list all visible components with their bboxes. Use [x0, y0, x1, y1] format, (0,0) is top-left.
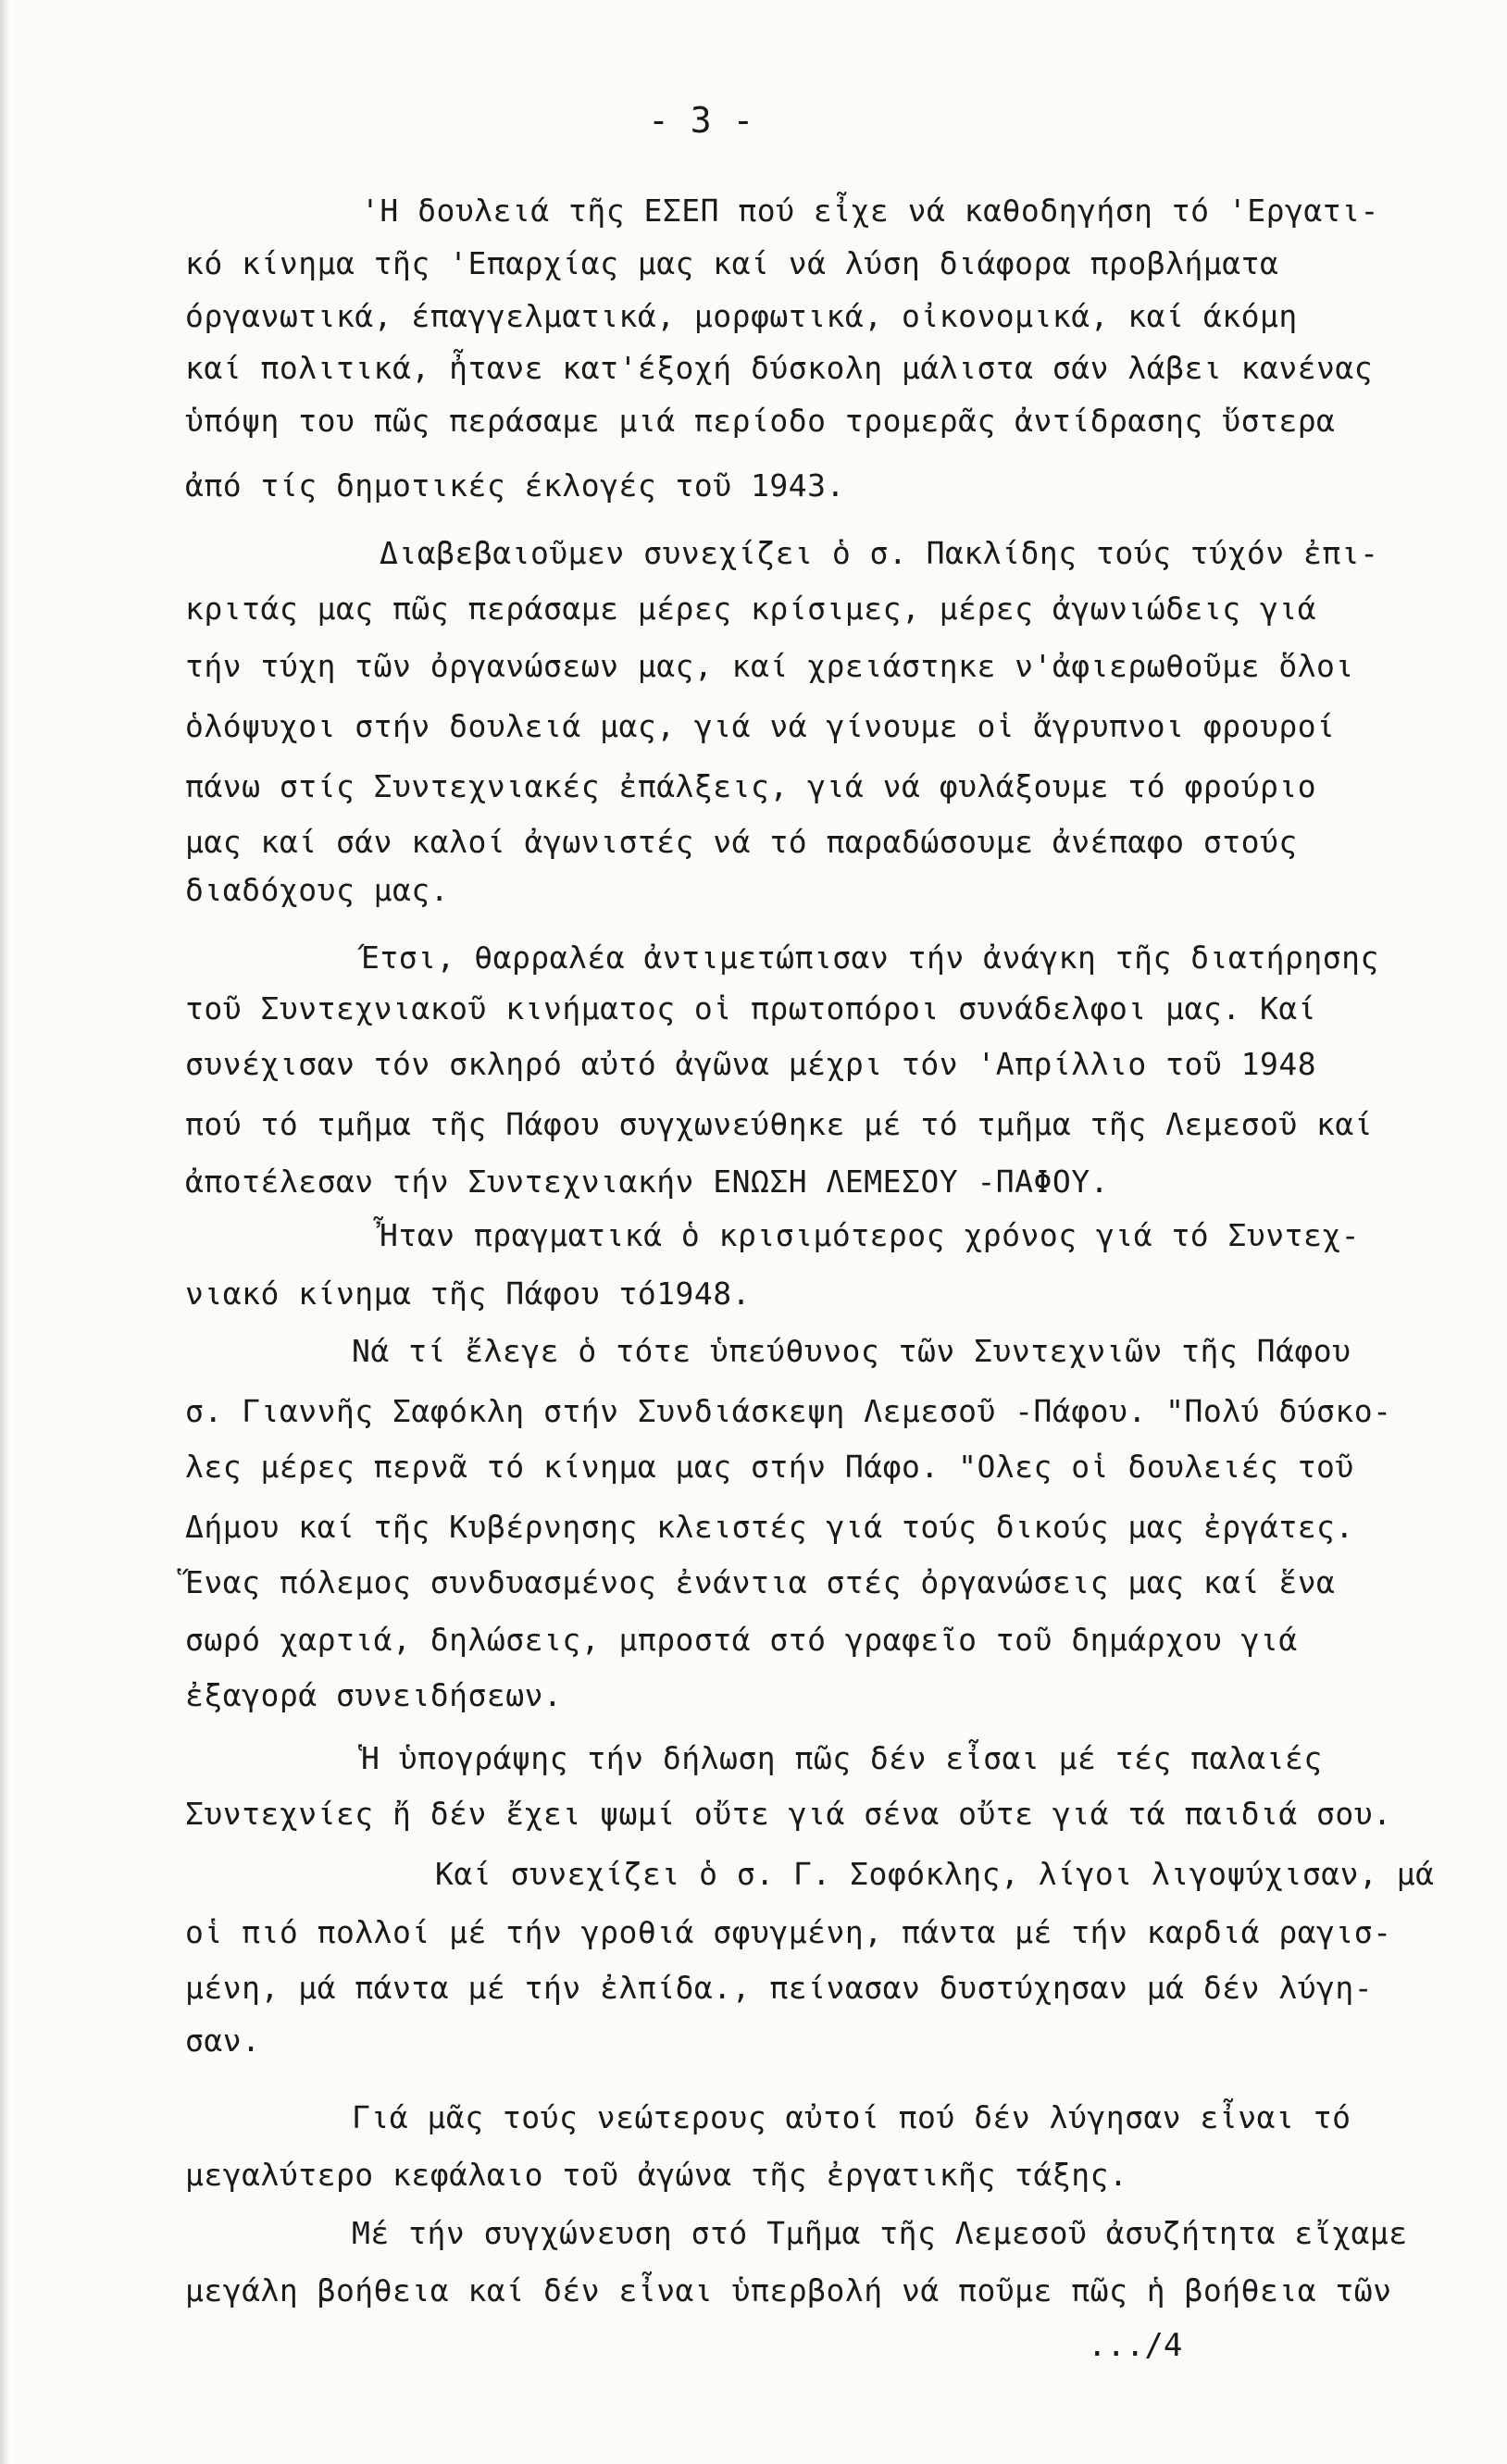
text-line: Έτσι, θαρραλέα ἀντιμετώπισαν τήν ἀνάγκη τῆς διατήρησης: [361, 940, 1379, 976]
text-line: μας καί σάν καλοί ἀγωνιστές νά τό παραδώσουμε ἀνέπαφο στούς: [185, 824, 1298, 860]
continuation-marker: .../4: [1088, 2327, 1183, 2364]
text-line: ἀπό τίς δημοτικές έκλογές τοῦ 1943.: [185, 467, 845, 504]
text-line: 'Η δουλειά τῆς ΕΣΕΠ πού εἶχε νά καθοδηγήση τό 'Εργατι-: [361, 193, 1379, 229]
text-line: τήν τύχη τῶν ὀργανώσεων μας, καί χρειάστηκε ν'ἀφιερωθοῦμε ὅλοι: [185, 648, 1354, 684]
text-line: Συντεχνίες ἤ δέν ἔχει ψωμί οὔτε γιά σένα οὔτε γιά τά παιδιά σου.: [185, 1796, 1392, 1832]
text-line: σωρό χαρτιά, δηλώσεις, μπροστά στό γραφεῖο τοῦ δημάρχου γιά: [185, 1622, 1298, 1658]
text-line: μένη, μά πάντα μέ τήν ἐλπίδα., πείνασαν δυστύχησαν μά δέν λύγη-: [185, 1970, 1374, 2006]
text-line: όργανωτικά, έπαγγελματικά, μορφωτικά, οἰκονομικά, καί άκόμη: [185, 298, 1298, 334]
text-line: μεγαλύτερο κεφάλαιο τοῦ ἀγώνα τῆς ἐργατικῆς τάξης.: [185, 2157, 1128, 2193]
text-line: Γιά μᾶς τούς νεώτερους αὐτοί πού δέν λύγησαν εἶναι τό: [352, 2099, 1351, 2135]
text-line: ὑπόψη του πῶς περάσαμε μιά περίοδο τρομερᾶς ἀντίδρασης ὕστερα: [185, 403, 1336, 439]
text-line: λες μέρες περνᾶ τό κίνημα μας στήν Πάφο. "Ολες οἱ δουλειές τοῦ: [185, 1449, 1354, 1485]
scan-edge-shadow: [0, 0, 9, 2464]
text-line: Δήμου καί τῆς Κυβέρνησης κλειστές γιά τούς δικούς μας ἐργάτες.: [185, 1509, 1354, 1545]
text-line: οἱ πιό πολλοί μέ τήν γροθιά σφυγμένη, πάντα μέ τήν καρδιά ραγισ-: [185, 1914, 1392, 1950]
text-line: Διαβεβαιοῦμεν συνεχίζει ὁ σ. Πακλίδης τούς τύχόν ἐπι-: [380, 535, 1379, 571]
text-line: ὁλόψυχοι στήν δουλειά μας, γιά νά γίνουμε οἱ ἄγρυπνοι φρουροί: [185, 708, 1336, 744]
text-line: Καί συνεχίζει ὁ σ. Γ. Σοφόκλης, λίγοι λιγοψύχισαν, μά: [435, 1856, 1435, 1892]
text-line: Ἡ ὑπογράψης τήν δήλωση πῶς δέν εἶσαι μέ τές παλαιές: [361, 1740, 1323, 1776]
page-number: - 3 -: [648, 100, 754, 141]
text-line: νιακό κίνημα τῆς Πάφου τό1948.: [185, 1276, 752, 1312]
text-line: καί πολιτικά, ἦτανε κατ'έξοχή δύσκολη μάλιστα σάν λάβει κανένας: [185, 350, 1374, 386]
text-line: Νά τί ἔλεγε ὁ τότε ὑπεύθυνος τῶν Συντεχνιῶν τῆς Πάφου: [352, 1333, 1351, 1369]
text-line: ἐξαγορά συνειδήσεων.: [185, 1677, 563, 1713]
text-line: κριτάς μας πῶς περάσαμε μέρες κρίσιμες, μέρες ἀγωνιώδεις γιά: [185, 591, 1317, 627]
text-line: σ. Γιαννῆς Σαφόκλη στήν Συνδιάσκεψη Λεμεσοῦ -Πάφου. "Πολύ δύσκο-: [185, 1393, 1392, 1429]
text-line: διαδόχους μας.: [185, 872, 450, 908]
text-line: σαν.: [185, 2022, 261, 2059]
text-line: Ἕνας πόλεμος συνδυασμένος ἐνάντια στές ὀργανώσεις μας καί ἕνα: [185, 1564, 1336, 1600]
text-line: πάνω στίς Συντεχνιακές ἐπάλξεις, γιά νά φυλάξουμε τό φρούριο: [185, 768, 1317, 804]
text-line: μεγάλη βοήθεια καί δέν εἶναι ὑπερβολή νά ποῦμε πῶς ἡ βοήθεια τῶν: [185, 2272, 1392, 2308]
text-line: πού τό τμῆμα τῆς Πάφου συγχωνεύθηκε μέ τό τμῆμα τῆς Λεμεσοῦ καί: [185, 1106, 1374, 1142]
text-line: τοῦ Συντεχνιακοῦ κινήματος οἱ πρωτοπόροι συνάδελφοι μας. Καί: [185, 990, 1317, 1027]
text-line: Μέ τήν συγχώνευση στό Τμῆμα τῆς Λεμεσοῦ ἀσυζήτητα εἴχαμε: [352, 2215, 1408, 2251]
text-line: κό κίνημα τῆς 'Επαρχίας μας καί νά λύση διάφορα προβλήματα: [185, 245, 1279, 281]
text-line: ἀποτέλεσαν τήν Συντεχνιακήν ΕΝΩΣΗ ΛΕΜΕΣΟΥ -ΠΑΦΟΥ.: [185, 1164, 1110, 1200]
text-line: συνέχισαν τόν σκληρό αὐτό ἀγῶνα μέχρι τόν 'Απρίλλιο τοῦ 1948: [185, 1046, 1317, 1082]
text-line: Ἦταν πραγματικά ὁ κρισιμότερος χρόνος γιά τό Συντεχ-: [380, 1217, 1361, 1253]
